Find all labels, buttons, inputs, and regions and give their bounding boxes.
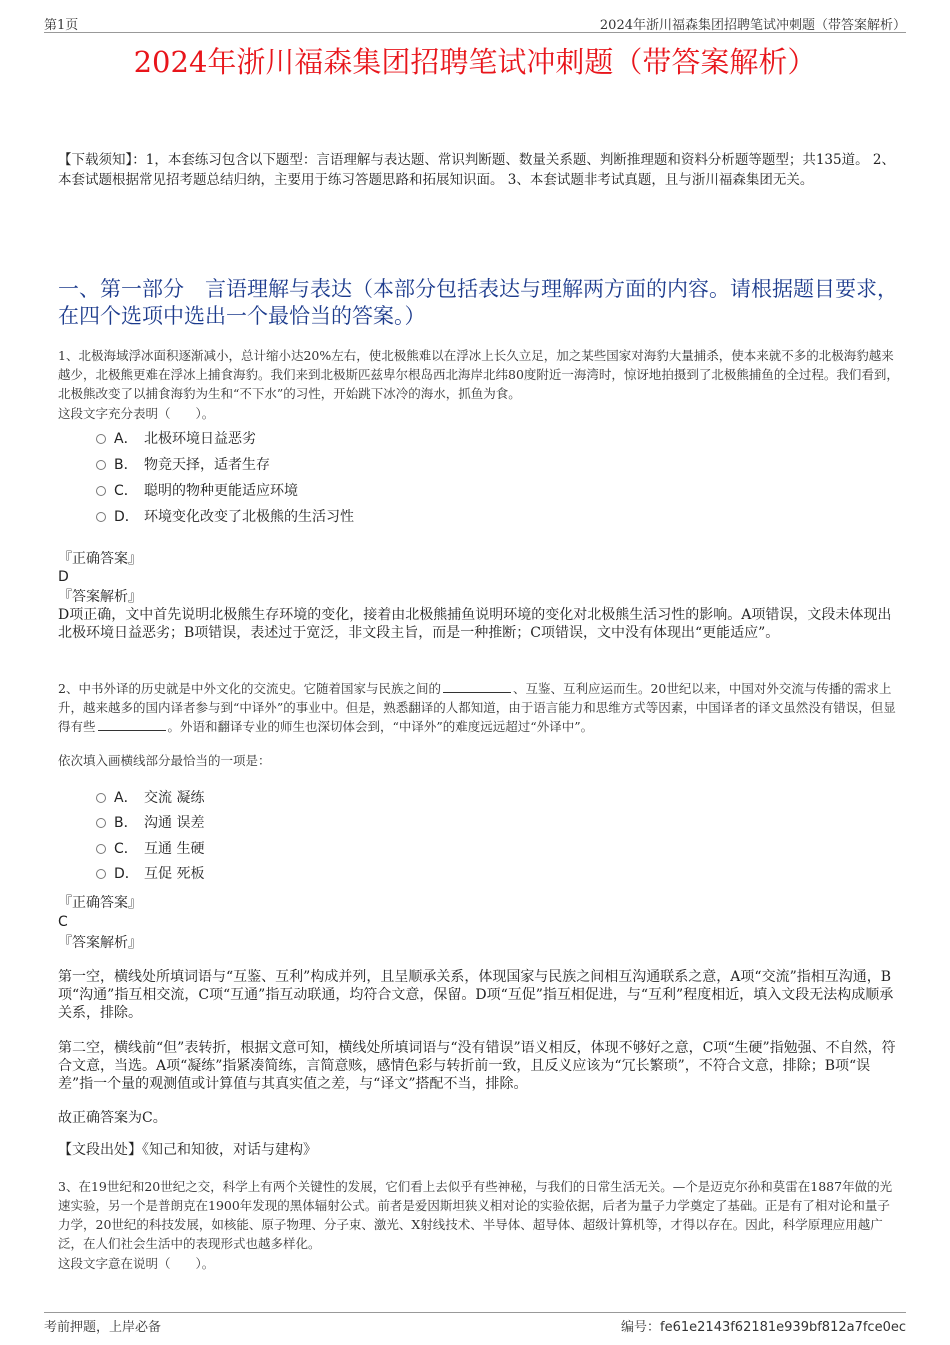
q1-analysis: D项正确，文中首先说明北极熊生存环境的变化，接着由北极熊捕鱼说明环境的变化对北极熊生活习性的影响。A项错误，文段未体现出北极环境日益恶劣；B项错误，表述过于宽泛，非文段主旨，而是一种推断；C项错误，文中没有体现出“更能适应”。 bbox=[58, 607, 892, 641]
q1-analysis-label: 『答案解析』 bbox=[58, 589, 142, 605]
q2-conclusion: 故正确答案为C。 bbox=[58, 1110, 167, 1126]
radio-icon[interactable] bbox=[96, 460, 106, 470]
q2-analysis-paragraph-2: 第二空，横线前“但”表转折，根据文意可知，横线处所填词语与“没有错误”语义相反，体现不够好之意，C项“生硬”指勉强、不自然，符合文意，当选。A项“凝练”指紧凑简练，言简意赅，感情色彩与转折前一致，且反义应该为“冗长繁琐”，不符合文意，排除；B项“误差”指一个量的观测值或计算值与其真实值之差，与“译文”搭配不当，排除。 bbox=[58, 1040, 896, 1092]
q1-answer: D bbox=[58, 569, 69, 585]
section-heading: 一、第一部分 言语理解与表达（本部分包括表达与理解两方面的内容。请根据题目要求，在四个选项中选出一个最恰当的答案。） bbox=[58, 277, 898, 328]
radio-icon[interactable] bbox=[96, 818, 106, 828]
q2-stem-part-2: 、互鉴、互利应运而生。20世纪以来，中国对外交流与传播的需求上升，越来越多的国内译者参与到“中译外”的事业中。但是，熟悉翻译的人都知道，由于语言能力和思维方式等因素，中国译者的译文虽然没有错误，但显得有些 bbox=[58, 681, 896, 734]
option-letter: B． bbox=[114, 815, 138, 831]
page-header bbox=[44, 12, 906, 33]
q2-stem-part-1: 2、中书外译的历史就是中外文化的交流史。它随着国家与民族之间的 bbox=[58, 681, 441, 696]
q1-prompt: 这段文字充分表明（ ）。 bbox=[58, 406, 215, 421]
q2-option-d[interactable] bbox=[96, 864, 204, 884]
page-footer bbox=[44, 1312, 906, 1333]
option-letter: C． bbox=[114, 841, 138, 857]
q2-option-b[interactable] bbox=[96, 813, 204, 833]
option-text: 互通 生硬 bbox=[144, 841, 205, 857]
q2-prompt: 依次填入画横线部分最恰当的一项是： bbox=[58, 753, 271, 768]
radio-icon[interactable] bbox=[96, 512, 106, 522]
code-label: 编号： bbox=[621, 1320, 661, 1335]
option-text: 沟通 误差 bbox=[144, 815, 205, 831]
option-text: 互促 死板 bbox=[144, 866, 205, 882]
q2-source bbox=[58, 1141, 900, 1159]
option-text: 环境变化改变了北极熊的生活习性 bbox=[144, 509, 354, 525]
q1-stem: 1、北极海域浮冰面积逐渐减小，总计缩小达20%左右，使北极熊难以在浮冰上长久立足，加之某些国家对海豹大量捕杀，使本来就不多的北极海豹越来越少，北极熊更难在浮冰上捕食海豹。我们来到北极斯匹兹卑尔根岛西北海岸北纬80度附近一海湾时，惊讶地拍摄到了北极熊捕鱼的全过程。我们看到，北极熊改变了以捕食海豹为生和“不下水”的习性，开始跳下冰冷的海水，抓鱼为食。 bbox=[58, 348, 899, 401]
q3-stem: 3、在19世纪和20世纪之交，科学上有两个关键性的发展，它们看上去似乎有些神秘，与我们的日常生活无关。—个是迈克尔孙和莫雷在1887年做的光速实验，另一个是普朗克在1900年发现的黑体辐射公式。前者是爱因斯坦狭义相对论的实验依据，后者为量子力学奠定了基础。正是有了相对论和量子力学，20世纪的科技发展，如核能、原子物理、分子束、激光、X射线技术、半导体、超导体、超级计算机等，才得以存在。因此，科学原理应用越广泛，在人们社会生活中的表现形式也越多样化。 bbox=[58, 1179, 893, 1251]
option-letter: D． bbox=[114, 866, 139, 882]
radio-icon[interactable] bbox=[96, 869, 106, 879]
footer-code bbox=[621, 1316, 906, 1335]
download-notice: 【下载须知】：1，本套练习包含以下题型：言语理解与表达题、常识判断题、数量关系题、判断推理题和资料分析题等题型；共135道。 2、本套试题根据常见招考题总结归纳，主要用于练习答题思路和拓展知识面。 3、本套试题非考试真题，且与浙川福森集团无关。 bbox=[58, 152, 895, 188]
source-label: 【文段出处】 bbox=[58, 1142, 142, 1158]
q2-stem-part-3: 。外语和翻译专业的师生也深切体会到，“中译外”的难度远远超过“外译中”。 bbox=[167, 719, 594, 734]
option-letter: B． bbox=[114, 457, 138, 473]
q1-answer-label: 『正确答案』 bbox=[58, 551, 142, 567]
q2-analysis-label: 『答案解析』 bbox=[58, 935, 142, 951]
q1-option-d[interactable] bbox=[96, 507, 354, 527]
option-letter: C． bbox=[114, 483, 138, 499]
code-value: fe61e2143f62181e939bf812a7fce0ec bbox=[660, 1320, 906, 1335]
q3-prompt: 这段文字意在说明（ ）。 bbox=[58, 1256, 215, 1271]
page-title: 2024年浙川福森集团招聘笔试冲刺题（带答案解析） bbox=[133, 45, 817, 79]
page-number: 第1页 bbox=[44, 18, 79, 33]
q1-option-c[interactable] bbox=[96, 481, 298, 501]
radio-icon[interactable] bbox=[96, 486, 106, 496]
q2-option-c[interactable] bbox=[96, 839, 204, 859]
radio-icon[interactable] bbox=[96, 793, 106, 803]
option-text: 交流 凝练 bbox=[144, 790, 205, 806]
q2-option-a[interactable] bbox=[96, 788, 204, 808]
option-text: 北极环境日益恶劣 bbox=[144, 431, 256, 447]
radio-icon[interactable] bbox=[96, 844, 106, 854]
q2-stem bbox=[58, 679, 900, 736]
source-text: 《知己和知彼，对话与建构》 bbox=[142, 1142, 317, 1158]
q1-option-a[interactable] bbox=[96, 429, 256, 449]
q2-answer-label: 『正确答案』 bbox=[58, 895, 142, 911]
q2-analysis-paragraph-1: 第一空，横线处所填词语与“互鉴、互利”构成并列，且呈顺承关系，体现国家与民族之间相互沟通联系之意，A项“交流”指相互沟通，B项“沟通”指互相交流，C项“互通”指互动联通，均符合文意，保留。D项“互促”指互相促进，与“互利”程度相近，填入文段无法构成顺承关系，排除。 bbox=[58, 969, 894, 1021]
fill-blank-1 bbox=[443, 680, 511, 693]
radio-icon[interactable] bbox=[96, 434, 106, 444]
option-letter: A． bbox=[114, 431, 138, 447]
header-doc-title: 2024年浙川福森集团招聘笔试冲刺题（带答案解析） bbox=[599, 18, 906, 33]
fill-blank-2 bbox=[98, 718, 166, 731]
q1-option-b[interactable] bbox=[96, 455, 270, 475]
option-text: 物竞天择，适者生存 bbox=[144, 457, 270, 473]
footer-slogan: 考前押题，上岸必备 bbox=[44, 1320, 162, 1335]
q2-answer: C bbox=[58, 914, 68, 930]
option-text: 聪明的物种更能适应环境 bbox=[144, 483, 298, 499]
option-letter: D． bbox=[114, 509, 139, 525]
option-letter: A． bbox=[114, 790, 138, 806]
